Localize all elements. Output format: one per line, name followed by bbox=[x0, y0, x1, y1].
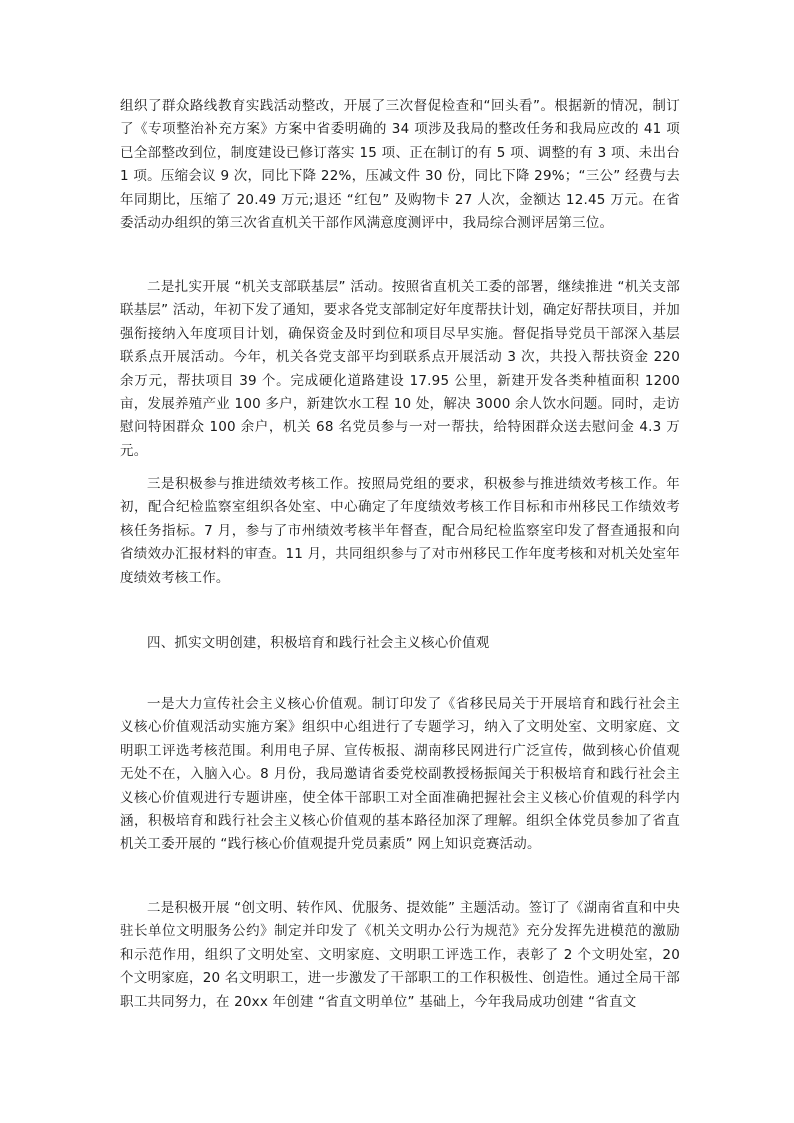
paragraph-core-values: 一是大力宣传社会主义核心价值观。制订印发了《省移民局关于开展培育和践行社会主义核心价值观活动实施方案》组织中心组进行了专题学习，纳入了文明处室、文明家庭、文明职工评选考核范围。利用电子屏、宣传板报、湖南移民网进行广泛宣传，做到核心价值观无处不在，入脑入心。8 月份，我局邀请省委党校副教授杨振闻关于积极培育和践行社会主义核心价值观进行专题讲座，使全体干部职工对全面准确把握社会主义核心价值观的科学内涵，积极培育和践行社会主义核心价值观的基本路径加深了理解。组织全体党员参加了省直机关工委开展的 “践行核心价值观提升党员素质” 网上知识竞赛活动。 bbox=[120, 696, 680, 853]
paragraph-performance-assessment: 三是积极参与推进绩效考核工作。按照局党组的要求，积极参与推进绩效考核工作。年初，配合纪检监察室组织各处室、中心确定了年度绩效考核工作目标和市州移民工作绩效考核任务指标。7 月，参与了市州绩效考核半年督查，配合局纪检监察室印发了督查通报和向省绩效办汇报材料的审查。11 月，共同组织参与了对市州移民工作年度考核和对机关处室年度绩效考核工作。 bbox=[120, 476, 680, 586]
paragraph-branch-grassroots: 二是扎实开展 “机关支部联基层” 活动。按照省直机关工委的部署，继续推进 “机关支部联基层” 活动，年初下发了通知，要求各党支部制定好年度帮扶计划，确定好帮扶项目，并加强衔接纳入年度项目计划，确保资金及时到位和项目尽早实施。督促指导党员干部深入基层联系点开展活动。今年，机关各党支部平均到联系点开展活动 3 次，共投入帮扶资金 220 余万元，帮扶项目 39 个。完成硬化道路建设 17.95 公里，新建开发各类种植面积 1200 亩，发展养殖产业 100 多户，新建饮水工程 10 处，解决 3000 余人饮水问题。同时，走访慰问特困群众 100 余户，机关 68 名党员参与一对一帮扶，给特困群众送去慰问金 4.3 万元。 bbox=[120, 279, 680, 459]
paragraph-rectification-results: 组织了群众路线教育实践活动整改，开展了三次督促检查和“回头看”。根据新的情况，制订了《专项整治补充方案》方案中省委明确的 34 项涉及我局的整改任务和我局应改的 41 项已全部整改到位，制度建设已修订落实 15 项、正在制订的有 5 项、调整的有 3 项、未出台 1 项。压缩会议 9 次，同比下降 22%，压减文件 30 份，同比下降 29%；“三公” 经费与去年同期比，压缩了 20.49 万元;退还 “红包” 及购物卡 27 人次，金额达 12.45 万元。在省委活动办组织的第三次省直机关干部作风满意度测评中，我局综合测评居第三位。 bbox=[120, 98, 680, 232]
paragraph-civilization-campaign: 二是积极开展 “创文明、转作风、优服务、提效能” 主题活动。签订了《湖南省直和中央驻长单位文明服务公约》制定并印发了《机关文明办公行为规范》充分发挥先进模范的激励和示范作用，组织了文明处室、文明家庭、文明职工评选工作，表彰了 2 个文明处室，20 个文明家庭，20 名文明职工，进一步激发了干部职工的工作积极性、创造性。通过全局干部职工共同努力，在 20xx 年创建 “省直文明单位” 基础上，今年我局成功创建 “省直文 bbox=[120, 900, 680, 1010]
section-heading-civilization: 四、抓实文明创建，积极培育和践行社会主义核心价值观 bbox=[147, 635, 490, 651]
